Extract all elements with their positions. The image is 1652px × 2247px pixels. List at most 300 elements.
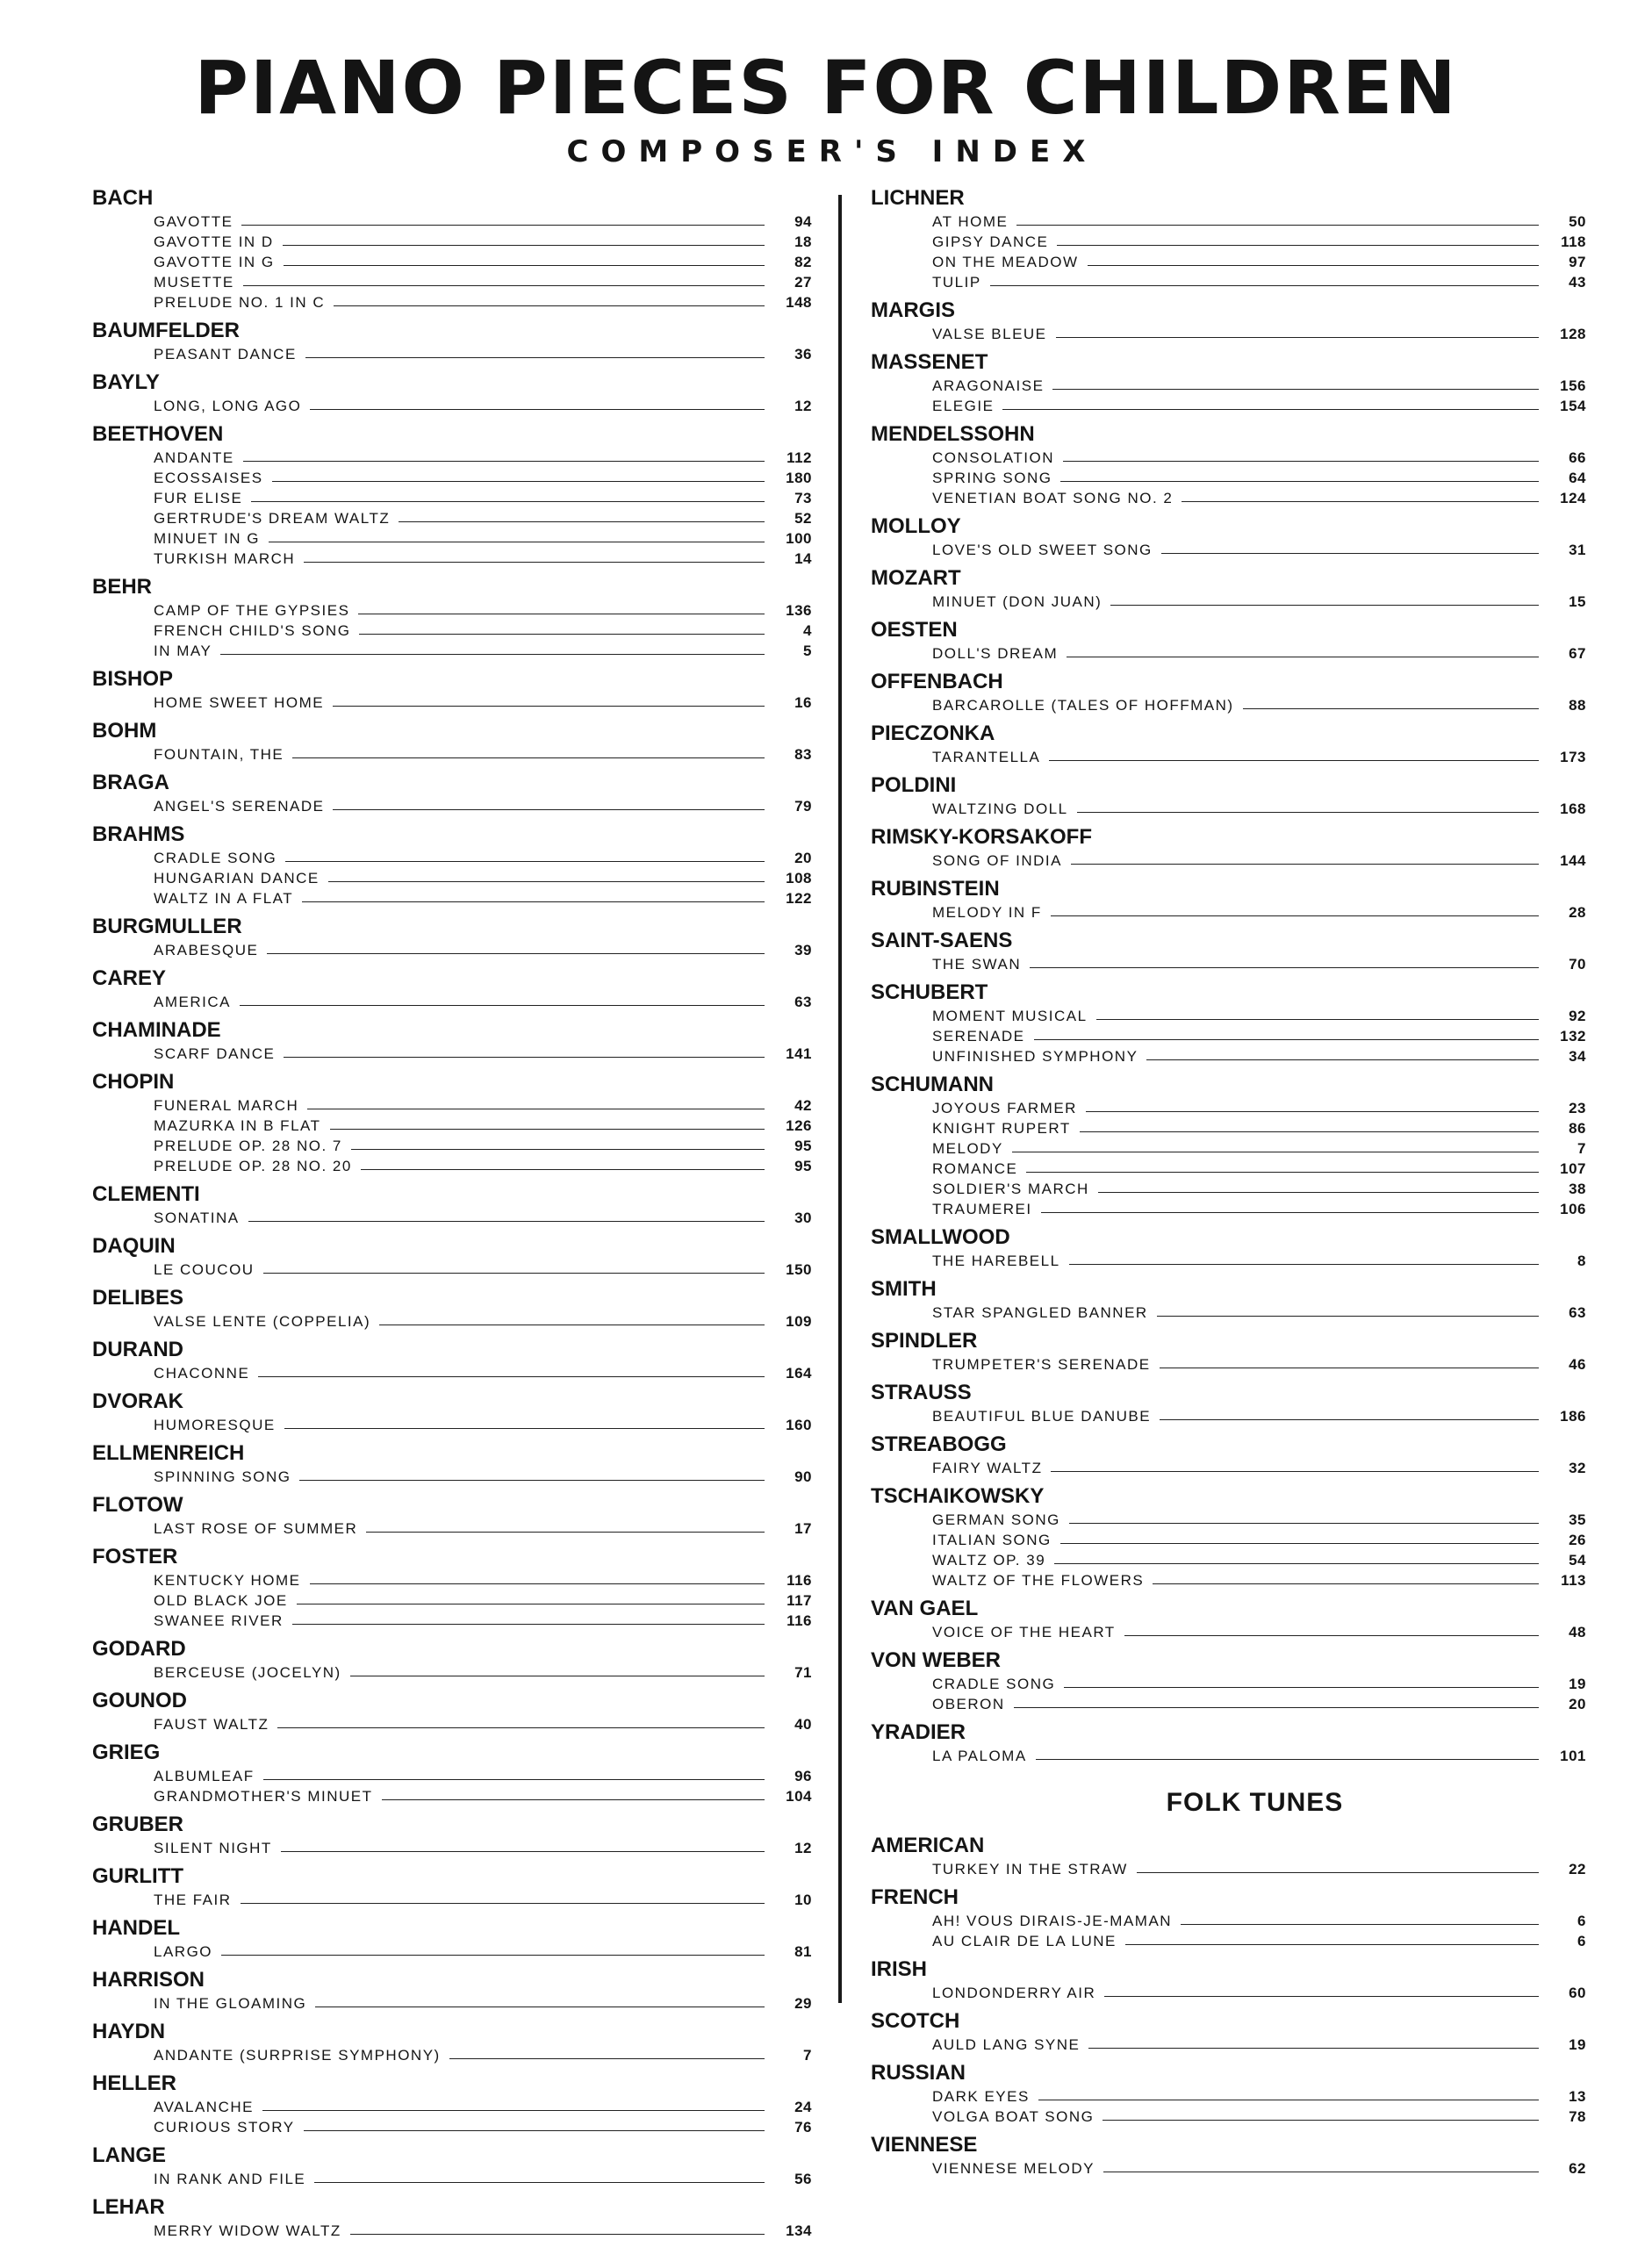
page-number: 31	[1569, 542, 1586, 558]
piece-title: CRADLE SONG	[932, 1676, 1056, 1692]
piece-title: OLD BLACK JOE	[154, 1592, 288, 1609]
piece-title: AULD LANG SYNE	[932, 2036, 1081, 2053]
dot-leader	[449, 2058, 765, 2059]
composer-name: VON WEBER	[871, 1648, 1002, 1672]
piece-row	[92, 867, 812, 887]
dot-leader	[350, 2234, 765, 2235]
composer-entry	[871, 422, 1586, 507]
piece-title: AVALANCHE	[154, 2099, 254, 2115]
composer-entry	[871, 1834, 1586, 1878]
piece-title: VIENNESE MELODY	[932, 2160, 1095, 2177]
piece-row	[92, 1785, 812, 1805]
piece-title: OBERON	[932, 1696, 1005, 1712]
page-number: 42	[794, 1097, 812, 1114]
piece-title: BERCEUSE (JOCELYN)	[154, 1664, 341, 1681]
dot-leader	[1161, 553, 1539, 554]
composer-name: FLOTOW	[92, 1493, 183, 1517]
piece-title: SPRING SONG	[932, 470, 1052, 486]
dot-leader	[302, 901, 765, 902]
page-number: 52	[794, 510, 812, 527]
composer-name: GURLITT	[92, 1864, 183, 1888]
page-number: 20	[794, 850, 812, 866]
piece-row	[92, 1713, 812, 1734]
page-number: 19	[1569, 2036, 1586, 2053]
piece-row	[871, 694, 1586, 714]
composer-entry	[871, 298, 1586, 343]
piece-title: WALTZING DOLL	[932, 800, 1068, 817]
page-number: 6	[1577, 1933, 1586, 1949]
dot-leader	[1056, 337, 1539, 338]
composer-entry	[92, 915, 812, 959]
composer-name: LICHNER	[871, 186, 965, 210]
piece-title: CONSOLATION	[932, 449, 1054, 466]
page-number: 46	[1569, 1356, 1586, 1373]
piece-row	[92, 1259, 812, 1279]
piece-row	[871, 1097, 1586, 1117]
composer-entry	[92, 370, 812, 415]
composer-name: LANGE	[92, 2143, 166, 2167]
piece-title: KNIGHT RUPERT	[932, 1120, 1071, 1137]
dot-leader	[1026, 1172, 1539, 1173]
piece-title: FOUNTAIN, THE	[154, 746, 284, 763]
piece-title: GERTRUDE'S DREAM WALTZ	[154, 510, 391, 527]
dot-leader	[1036, 1759, 1539, 1760]
page-number: 112	[786, 449, 812, 466]
dot-leader	[1063, 461, 1539, 462]
page-number: 64	[1569, 470, 1586, 486]
page-number: 82	[794, 254, 812, 270]
page-number: 7	[803, 2047, 812, 2064]
piece-title: TARANTELLA	[932, 749, 1041, 765]
piece-title: BARCAROLLE (TALES OF HOFFMAN)	[932, 697, 1234, 714]
dot-leader	[1051, 915, 1539, 916]
composer-name: DVORAK	[92, 1389, 184, 1413]
piece-title: MOMENT MUSICAL	[932, 1008, 1088, 1024]
page-number: 10	[794, 1892, 812, 1908]
left-index-column	[92, 186, 812, 2247]
composer-entry	[92, 186, 812, 312]
piece-title: BEAUTIFUL BLUE DANUBE	[932, 1408, 1152, 1425]
dot-leader	[221, 1955, 765, 1956]
composer-entry	[92, 2020, 812, 2064]
page-number: 30	[794, 1210, 812, 1226]
piece-title: ECOSSAISES	[154, 470, 263, 486]
composer-entry	[92, 1493, 812, 1538]
piece-title: MELODY	[932, 1140, 1003, 1157]
dot-leader	[1002, 409, 1539, 410]
piece-title: HOME SWEET HOME	[154, 694, 325, 711]
composer-entry	[871, 618, 1586, 663]
piece-title: SERENADE	[932, 1028, 1025, 1045]
piece-row	[871, 323, 1586, 343]
page-number: 24	[794, 2099, 812, 2115]
composer-entry	[871, 1432, 1586, 1477]
piece-title: CRADLE SONG	[154, 850, 277, 866]
composer-name: BACH	[92, 186, 154, 210]
piece-row	[871, 1549, 1586, 1569]
piece-row	[871, 1250, 1586, 1270]
composer-name: MOZART	[871, 566, 961, 590]
page-number: 113	[1561, 1572, 1586, 1589]
composer-name: OESTEN	[871, 618, 958, 642]
page-number: 90	[794, 1468, 812, 1485]
composer-entry	[92, 1389, 812, 1434]
page-number: 63	[794, 994, 812, 1010]
composer-name: OFFENBACH	[871, 670, 1003, 693]
piece-title: IN RANK AND FILE	[154, 2171, 306, 2187]
page-number: 124	[1560, 490, 1586, 506]
page-number: 7	[1577, 1140, 1586, 1157]
right-index-column	[871, 186, 1586, 2185]
composer-entry	[92, 575, 812, 660]
dot-leader	[361, 1169, 765, 1170]
composer-name: SMALLWOOD	[871, 1225, 1010, 1249]
piece-row	[92, 1362, 812, 1382]
page-number: 168	[1560, 800, 1586, 817]
piece-row	[92, 743, 812, 764]
piece-row	[92, 291, 812, 312]
composer-entry	[92, 2143, 812, 2188]
dot-leader	[333, 706, 765, 707]
piece-title: VENETIAN BOAT SONG NO. 2	[932, 490, 1174, 506]
composer-name: GRUBER	[92, 1813, 184, 1836]
dot-leader	[1060, 481, 1539, 482]
piece-row	[871, 447, 1586, 467]
piece-title: AH! VOUS DIRAIS-JE-MAMAN	[932, 1913, 1173, 1929]
piece-row	[871, 798, 1586, 818]
dot-leader	[1098, 1192, 1539, 1193]
piece-row	[871, 1353, 1586, 1374]
dot-leader	[281, 1851, 765, 1852]
piece-row	[92, 1466, 812, 1486]
composer-entry	[92, 1545, 812, 1630]
dot-leader	[1071, 864, 1539, 865]
composer-entry	[92, 822, 812, 908]
piece-row	[871, 850, 1586, 870]
piece-title: DOLL'S DREAM	[932, 645, 1059, 662]
composer-entry	[871, 1073, 1586, 1218]
page-number: 43	[1569, 274, 1586, 291]
piece-row	[92, 548, 812, 568]
dot-leader	[1243, 708, 1539, 709]
composer-entry	[871, 350, 1586, 415]
piece-row	[871, 271, 1586, 291]
dot-leader	[1077, 812, 1539, 813]
piece-title: MINUET IN G	[154, 530, 261, 547]
piece-title: VOLGA BOAT SONG	[932, 2108, 1095, 2125]
composer-name: MARGIS	[871, 298, 955, 322]
composer-name: GRIEG	[92, 1741, 161, 1764]
piece-title: ANDANTE	[154, 449, 234, 466]
page-number: 40	[794, 1716, 812, 1733]
composer-name: YRADIER	[871, 1720, 966, 1744]
dot-leader	[285, 861, 765, 862]
composer-name: DAQUIN	[92, 1234, 176, 1258]
piece-title: ANDANTE (SURPRISE SYMPHONY)	[154, 2047, 441, 2064]
page-number: 22	[1569, 1861, 1586, 1877]
piece-row	[92, 447, 812, 467]
composer-name: TSCHAIKOWSKY	[871, 1484, 1045, 1508]
piece-row	[871, 539, 1586, 559]
composer-name: CAREY	[92, 966, 167, 990]
composer-name: MOLLOY	[871, 514, 961, 538]
page-number: 154	[1560, 398, 1586, 414]
piece-row	[871, 1910, 1586, 1930]
piece-row	[871, 395, 1586, 415]
page-number: 71	[794, 1664, 812, 1681]
dot-leader	[328, 881, 765, 882]
piece-title: HUMORESQUE	[154, 1417, 276, 1433]
piece-row	[92, 795, 812, 815]
page-number: 180	[786, 470, 812, 486]
page-number: 15	[1569, 593, 1586, 610]
composer-name: BAUMFELDER	[92, 319, 240, 342]
dot-leader	[284, 265, 765, 266]
composer-name: CLEMENTI	[92, 1182, 200, 1206]
piece-row	[871, 1045, 1586, 1066]
composer-entry	[871, 1648, 1586, 1713]
page-number: 116	[786, 1612, 812, 1629]
page-number: 13	[1569, 2088, 1586, 2105]
piece-title: GAVOTTE IN D	[154, 233, 274, 250]
piece-title: SCARF DANCE	[154, 1045, 276, 1062]
folk-tunes-list	[871, 1834, 1586, 2178]
piece-title: WALTZ OF THE FLOWERS	[932, 1572, 1145, 1589]
page-number: 4	[803, 622, 812, 639]
page-number: 86	[1569, 1120, 1586, 1137]
page-number: 81	[794, 1943, 812, 1960]
page-number: 100	[786, 530, 812, 547]
composer-entry	[871, 1381, 1586, 1425]
dot-leader	[1124, 1635, 1539, 1636]
piece-row	[871, 487, 1586, 507]
piece-row	[871, 1198, 1586, 1218]
dot-leader	[1096, 1019, 1539, 1020]
piece-row	[871, 1569, 1586, 1590]
piece-title: WALTZ IN A FLAT	[154, 890, 294, 907]
piece-row	[92, 1992, 812, 2013]
piece-row	[871, 1930, 1586, 1950]
composer-name: VIENNESE	[871, 2133, 978, 2157]
dot-leader	[1054, 1563, 1539, 1564]
page-number: 117	[786, 1592, 812, 1609]
composer-name: BURGMULLER	[92, 915, 242, 938]
composer-entry	[92, 1741, 812, 1805]
piece-title: JOYOUS FARMER	[932, 1100, 1077, 1116]
composer-name: GODARD	[92, 1637, 186, 1661]
composer-name: CHOPIN	[92, 1070, 175, 1094]
composer-name: SMITH	[871, 1277, 937, 1301]
composer-name: GOUNOD	[92, 1689, 187, 1712]
page-number: 76	[794, 2119, 812, 2136]
piece-title: STAR SPANGLED BANNER	[932, 1304, 1148, 1321]
dot-leader	[1080, 1131, 1539, 1132]
composer-entry	[92, 1968, 812, 2013]
composer-entry	[92, 1689, 812, 1734]
dot-leader	[1034, 1039, 1539, 1040]
dot-leader	[241, 225, 765, 226]
composer-name: STRAUSS	[871, 1381, 972, 1404]
piece-title: TULIP	[932, 274, 981, 291]
piece-title: ANGEL'S SERENADE	[154, 798, 325, 815]
dot-leader	[1057, 245, 1539, 246]
page-number: 116	[786, 1572, 812, 1589]
piece-row	[871, 1858, 1586, 1878]
piece-title: THE SWAN	[932, 956, 1022, 973]
piece-title: UNFINISHED SYMPHONY	[932, 1048, 1138, 1065]
page-number: 16	[794, 694, 812, 711]
piece-title: CHACONNE	[154, 1365, 250, 1382]
dot-leader	[1104, 1996, 1539, 1997]
dot-leader	[251, 501, 765, 502]
dot-leader	[334, 305, 765, 306]
piece-row	[871, 251, 1586, 271]
dot-leader	[248, 1221, 765, 1222]
composer-entry	[871, 2133, 1586, 2178]
piece-row	[871, 467, 1586, 487]
piece-title: VALSE LENTE (COPPELIA)	[154, 1313, 371, 1330]
composer-entry	[92, 1234, 812, 1279]
dot-leader	[310, 1583, 765, 1584]
composer-name: RUBINSTEIN	[871, 877, 1000, 901]
page-number: 134	[786, 2222, 812, 2239]
dot-leader	[1086, 1111, 1539, 1112]
page-number: 83	[794, 746, 812, 763]
dot-leader	[292, 757, 765, 758]
piece-row	[92, 2220, 812, 2240]
page-number: 101	[1560, 1748, 1586, 1764]
composer-name: ELLMENREICH	[92, 1441, 245, 1465]
piece-title: ELEGIE	[932, 398, 995, 414]
composer-entry	[92, 771, 812, 815]
piece-row	[92, 692, 812, 712]
page-number: 35	[1569, 1511, 1586, 1528]
composer-name: RUSSIAN	[871, 2061, 966, 2085]
piece-title: MINUET (DON JUAN)	[932, 593, 1103, 610]
page-number: 14	[794, 550, 812, 567]
piece-row	[92, 343, 812, 363]
dot-leader	[1110, 605, 1539, 606]
composer-entry	[871, 2061, 1586, 2126]
composer-name: BRAHMS	[92, 822, 185, 846]
piece-title: MELODY IN F	[932, 904, 1042, 921]
dot-leader	[263, 1273, 765, 1274]
piece-row	[871, 1621, 1586, 1641]
piece-row	[92, 1837, 812, 1857]
piece-row	[871, 2157, 1586, 2178]
piece-title: TRUMPETER'S SERENADE	[932, 1356, 1151, 1373]
dot-leader	[304, 562, 765, 563]
composer-name: BISHOP	[92, 667, 174, 691]
page-number: 48	[1569, 1624, 1586, 1640]
dot-leader	[262, 2110, 765, 2111]
piece-title: SOLDIER'S MARCH	[932, 1181, 1089, 1197]
piece-title: WALTZ OP. 39	[932, 1552, 1046, 1569]
piece-title: GAVOTTE IN G	[154, 254, 275, 270]
page-number: 18	[794, 233, 812, 250]
composer-name: CHAMINADE	[92, 1018, 221, 1042]
composer-name: BEHR	[92, 575, 153, 599]
piece-row	[92, 2096, 812, 2116]
piece-row	[871, 1138, 1586, 1158]
piece-row	[92, 1662, 812, 1682]
composer-entry	[871, 1225, 1586, 1270]
page-number: 8	[1577, 1253, 1586, 1269]
piece-title: ITALIAN SONG	[932, 1532, 1052, 1548]
composer-entry	[92, 422, 812, 568]
piece-title: FAUST WALTZ	[154, 1716, 269, 1733]
page-number: 136	[786, 602, 812, 619]
composer-entry	[871, 877, 1586, 922]
piece-row	[92, 2116, 812, 2136]
page-number: 62	[1569, 2160, 1586, 2177]
piece-row	[92, 1095, 812, 1115]
page-number: 6	[1577, 1913, 1586, 1929]
dot-leader	[220, 654, 765, 655]
composer-entry	[92, 1338, 812, 1382]
composer-entry	[92, 1286, 812, 1331]
piece-row	[871, 1302, 1586, 1322]
piece-title: PRELUDE OP. 28 NO. 20	[154, 1158, 352, 1174]
piece-row	[92, 1590, 812, 1610]
piece-title: LONDONDERRY AIR	[932, 1985, 1096, 2001]
piece-title: ALBUMLEAF	[154, 1768, 255, 1784]
piece-row	[92, 271, 812, 291]
piece-row	[871, 1178, 1586, 1198]
piece-title: LA PALOMA	[932, 1748, 1027, 1764]
page-number: 107	[1560, 1160, 1586, 1177]
dot-leader	[1069, 1523, 1539, 1524]
composer-name: HELLER	[92, 2071, 176, 2095]
dot-leader	[1064, 1687, 1539, 1688]
piece-row	[92, 1135, 812, 1155]
piece-row	[92, 1155, 812, 1175]
dot-leader	[267, 953, 765, 954]
page-number: 70	[1569, 956, 1586, 973]
dot-leader	[1016, 225, 1539, 226]
page-number: 95	[794, 1158, 812, 1174]
piece-row	[871, 1405, 1586, 1425]
page-number: 38	[1569, 1181, 1586, 1197]
piece-row	[871, 2106, 1586, 2126]
page-number: 97	[1569, 254, 1586, 270]
composer-name: MENDELSSOHN	[871, 422, 1035, 446]
composer-entry	[871, 1720, 1586, 1765]
piece-row	[92, 887, 812, 908]
piece-row	[92, 939, 812, 959]
piece-row	[92, 1518, 812, 1538]
page-number: 26	[1569, 1532, 1586, 1548]
piece-row	[871, 1982, 1586, 2002]
dot-leader	[1014, 1707, 1539, 1708]
piece-row	[871, 1673, 1586, 1693]
composer-entry	[92, 1916, 812, 1961]
composer-entry	[92, 2195, 812, 2240]
dot-leader	[1146, 1059, 1539, 1060]
piece-title: THE FAIR	[154, 1892, 232, 1908]
page-number: 63	[1569, 1304, 1586, 1321]
dot-leader	[241, 1903, 765, 1904]
piece-title: LOVE'S OLD SWEET SONG	[932, 542, 1153, 558]
page-number: 79	[794, 798, 812, 815]
piece-row	[92, 1569, 812, 1590]
piece-title: DARK EYES	[932, 2088, 1030, 2105]
composer-entry	[871, 670, 1586, 714]
page-number: 132	[1560, 1028, 1586, 1045]
page-number: 27	[794, 274, 812, 291]
page-number: 67	[1569, 645, 1586, 662]
composer-entry	[92, 2071, 812, 2136]
